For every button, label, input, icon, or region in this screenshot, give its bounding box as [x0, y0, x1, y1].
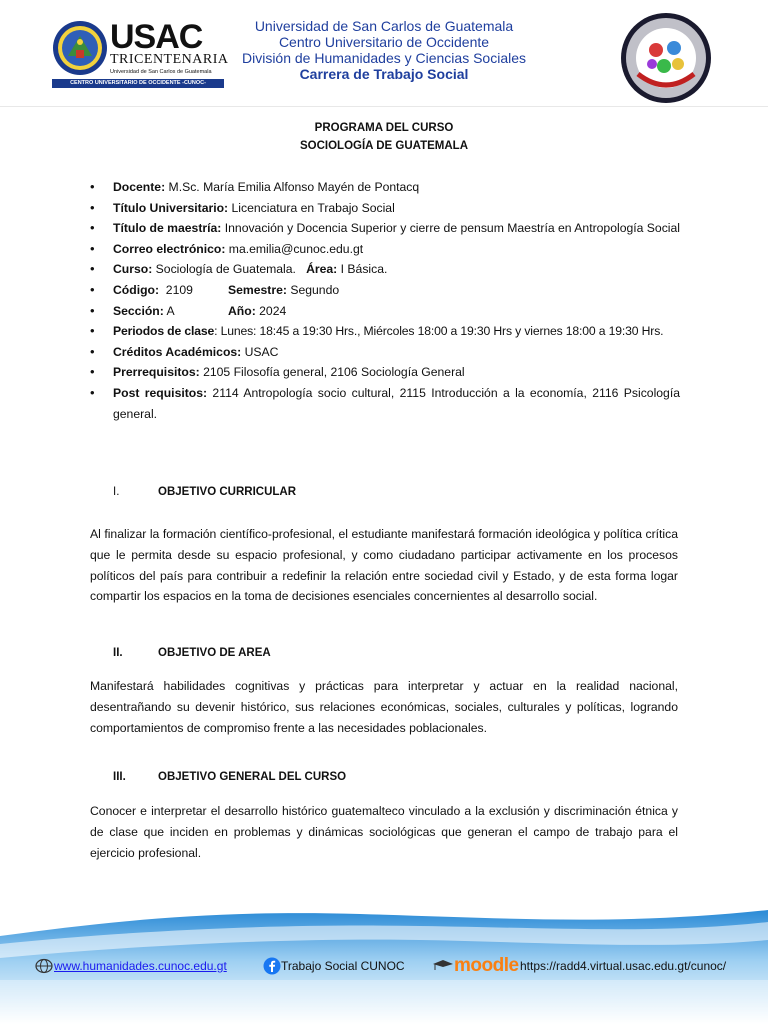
curso-label: Curso: — [113, 262, 153, 277]
trabajo-social-seal-icon — [616, 12, 716, 104]
usac-logo-subtitle: Universidad de San Carlos de Guatemala — [110, 69, 212, 75]
info-item-periodos — [90, 321, 680, 342]
section-heading-objetivo-curricular — [113, 486, 296, 498]
section-title: OBJETIVO GENERAL DEL CURSO — [158, 771, 347, 783]
website-link[interactable]: www.humanidades.cunoc.edu.gt — [54, 959, 227, 973]
usac-seal-icon — [52, 18, 108, 78]
section-number: I. — [113, 486, 120, 498]
maestria-value: Innovación y Docencia Superior y cierre de pensum Maestría en Antropología Social — [221, 221, 680, 236]
info-item-curso — [90, 259, 680, 280]
institution-line-division: División de Humanidades y Ciencias Sociales — [241, 50, 527, 66]
docente-value: M.Sc. María Emilia Alfonso Mayén de Pontacq — [165, 180, 420, 194]
moodle-cap-icon — [432, 959, 454, 973]
docente-label: Docente: — [113, 180, 166, 194]
anio-label: Año: — [228, 303, 256, 318]
info-item-prerrequisitos — [90, 362, 680, 383]
semestre-label: Semestre: — [228, 282, 287, 297]
institution-line-center: Centro Universitario de Occidente — [278, 34, 490, 50]
usac-logo-band: CENTRO UNIVERSITARIO DE OCCIDENTE -CUNOC- — [52, 79, 224, 88]
seccion-value: A — [163, 303, 175, 318]
seccion-label: Sección: — [113, 303, 164, 318]
footer-facebook[interactable] — [263, 952, 405, 980]
post-requisitos-label: Post requisitos: — [113, 385, 208, 400]
prerrequisitos-value: 2105 Filosofía general, 2106 Sociología General — [199, 365, 465, 380]
titulo-label: Título Universitario: — [113, 200, 229, 215]
footer-moodle[interactable] — [432, 952, 519, 980]
maestria-label: Título de maestría: — [113, 221, 222, 236]
usac-logo-word: USAC — [110, 18, 203, 56]
section-title: OBJETIVO DE AREA — [158, 647, 271, 659]
course-program-title — [0, 119, 768, 155]
section-title: OBJETIVO CURRICULAR — [158, 486, 297, 498]
moodle-url-text[interactable]: https://radd4.virtual.usac.edu.gt/cunoc/ — [520, 959, 727, 973]
section-body-objetivo-curricular: Al finalizar la formación científico-profesional, el estudiante manifestará formación ideológica y política crítica que le permita desde su espacio profesional, y como ciudadano participar activamente en los procesos políticos del país para contribuir a redefinir la relación entre sociedad civil y Estado, y de esta forma logar compartir los espacios en la toma de decisiones esenciales concernientes al desarrollo social. — [90, 527, 678, 604]
prerrequisitos-label: Prerrequisitos: — [113, 365, 200, 380]
info-item-post-requisitos — [90, 383, 680, 424]
course-info-list — [90, 177, 680, 424]
institution-line-university: Universidad de San Carlos de Guatemala — [254, 18, 514, 34]
document-footer — [0, 952, 768, 982]
section-body-objetivo-area: Manifestará habilidades cognitivas y prácticas para interpretar y actuar en la realidad nacional, desentrañando su devenir histórico, sus relaciones económicas, sociales, culturales y políticas, logrando comportamientos de compromiso frente a las necesidades poblacionales. — [90, 679, 678, 735]
section-number: III. — [113, 771, 126, 783]
title-line-course: SOCIOLOGÍA DE GUATEMALA — [299, 140, 469, 152]
anio-value: 2024 — [255, 303, 287, 318]
periodos-value: : Lunes: 18:45 a 19:30 Hrs., Miércoles 18:00 a 19:30 Hrs y viernes 18:00 a 19:30 Hrs. — [214, 324, 664, 339]
facebook-icon — [263, 957, 281, 975]
creditos-value: USAC — [241, 344, 279, 359]
area-value: I Básica. — [337, 262, 388, 277]
header-divider — [0, 106, 768, 107]
moodle-logo-text: moodle — [454, 955, 519, 976]
creditos-label: Créditos Académicos: — [113, 344, 242, 359]
section-heading-objetivo-general — [113, 771, 346, 783]
codigo-value: 2109 — [159, 282, 193, 297]
area-label: Área: — [306, 262, 338, 277]
section-number: II. — [113, 647, 123, 659]
curso-value: Sociología de Guatemala. — [152, 262, 307, 277]
footer-moodle-url[interactable] — [520, 952, 726, 980]
globe-icon — [34, 958, 54, 974]
document-header — [0, 0, 768, 108]
section-body-objetivo-general: Conocer e interpretar el desarrollo histórico guatemalteco vinculado a la exclusión y discriminación étnica y de clase que inciden en problemas y dinámicas sociológicas que generan el campo de trabajo para el ejercicio profesional. — [90, 804, 678, 860]
titulo-value: Licenciatura en Trabajo Social — [228, 200, 395, 215]
footer-website[interactable] — [34, 952, 227, 980]
info-item-codigo — [90, 280, 680, 301]
periodos-label: Periodos de clase — [113, 324, 215, 339]
info-item-correo — [90, 239, 680, 260]
institution-heading — [224, 18, 544, 82]
title-line-program: PROGRAMA DEL CURSO — [314, 122, 454, 134]
info-item-docente — [90, 177, 680, 198]
section-heading-objetivo-area — [113, 647, 271, 659]
info-item-creditos — [90, 342, 680, 363]
usac-logo-tricentenaria: TRICENTENARIA — [110, 52, 229, 67]
codigo-label: Código: — [113, 282, 160, 297]
correo-value: ma.emilia@cunoc.edu.gt — [225, 241, 364, 256]
institution-line-career: Carrera de Trabajo Social — [299, 66, 469, 82]
semestre-value: Segundo — [286, 282, 340, 297]
facebook-page-name: Trabajo Social CUNOC — [281, 959, 405, 973]
usac-logo — [52, 18, 229, 90]
post-requisitos-value: 2114 Antropología socio cultural, 2115 Introducción a la economía, 2116 Psicología general. — [113, 385, 680, 421]
correo-label: Correo electrónico: — [113, 241, 226, 256]
info-item-seccion — [90, 301, 680, 322]
info-item-maestria — [90, 218, 680, 239]
info-item-titulo — [90, 198, 680, 219]
